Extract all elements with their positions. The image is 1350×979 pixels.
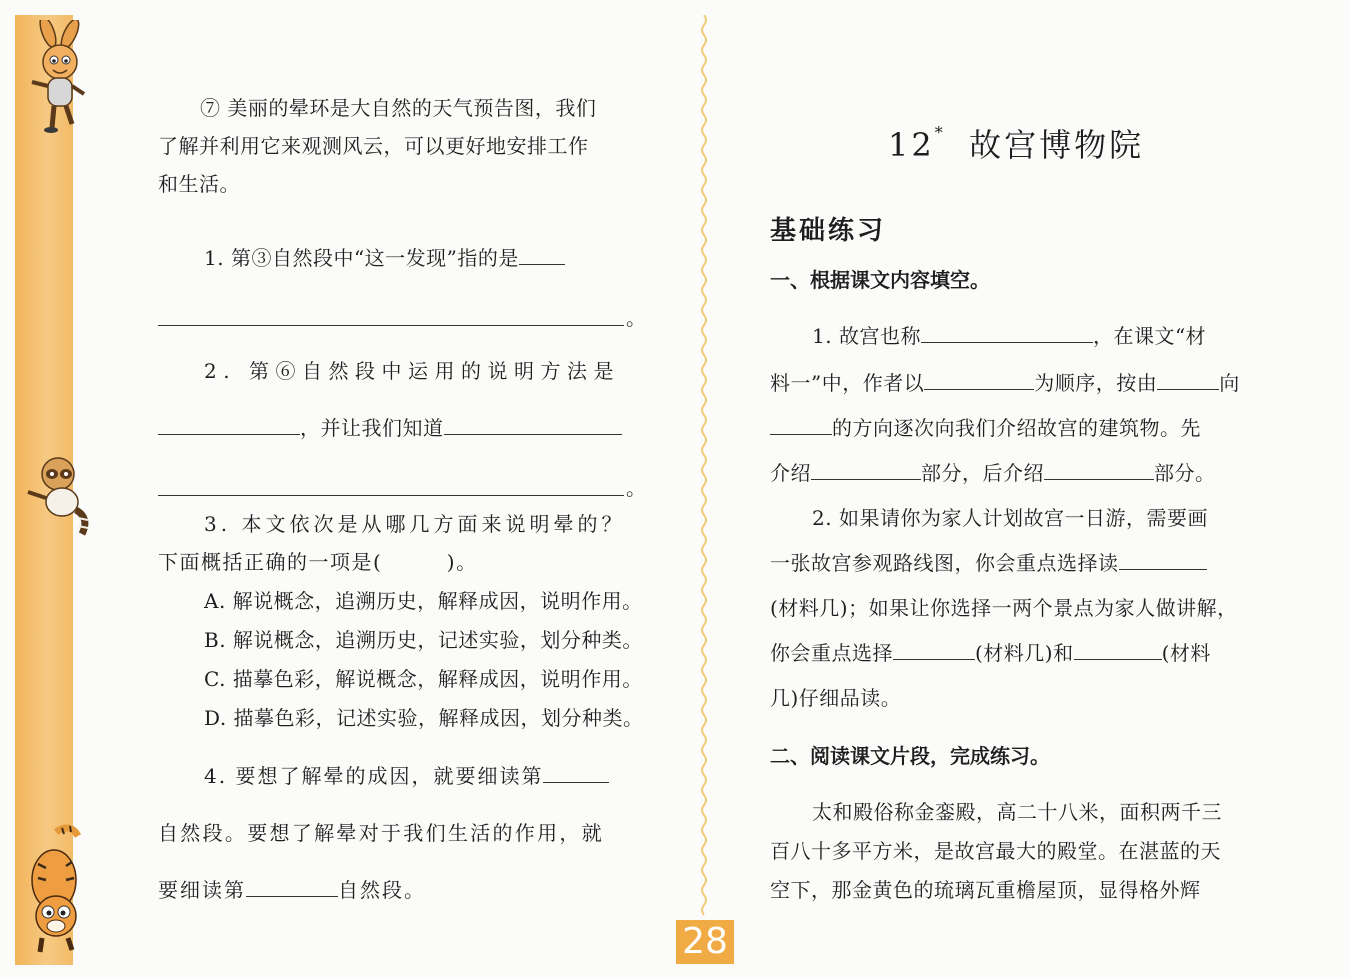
question-2-line2 [158,412,622,441]
r-q1-f: 的方向逐次向我们介绍故宫的建筑物。先 [832,416,1201,440]
answer-blank[interactable] [770,416,832,435]
question-1-text: 1. 第③自然段中“这一发现”指的是 [204,246,519,270]
option-a[interactable]: A. 解说概念，追溯历史，解释成因，说明作用。 [204,589,643,613]
question-4-line1 [204,760,609,789]
question-3-line1: 3. 本文依次是从哪几方面来说明晕的？ [204,512,626,536]
page-fold-divider [698,15,710,920]
option-d[interactable]: D. 描摹色彩，记述实验，解释成因，划分种类。 [204,706,644,730]
r-q1-line2 [770,367,1240,396]
r-q2-line5: 几)仔细品读。 [770,686,902,710]
r-q2-f: (材料 [1161,641,1211,665]
page-number-badge: 28 [676,920,734,964]
question-2-mid: ，并让我们知道 [300,416,444,440]
answer-blank[interactable] [1074,641,1162,660]
raccoon-mascot-icon [18,452,93,542]
passage-line3: 空下，那金黄色的琉璃瓦重檐屋顶，显得格外辉 [770,878,1201,902]
answer-blank[interactable] [158,305,624,326]
r-q1-h: 部分，后介绍 [921,461,1044,485]
option-c[interactable]: C. 描摹色彩，解说概念，解释成因，说明作用。 [204,667,643,691]
answer-blank[interactable] [1044,461,1154,480]
tiger-mascot-icon [16,820,91,955]
question-4-line3b: 自然段。 [338,878,426,902]
r-q2-d: 你会重点选择 [770,641,893,665]
option-b[interactable]: B. 解说概念，追溯历史，记述实验，划分种类。 [204,628,643,652]
r-q1-line1 [812,320,1206,349]
r-q1-b: ，在课文“材 [1092,324,1207,348]
question-2: 2. 第⑥自然段中运用的说明方法是 [204,359,620,383]
question-1 [204,242,565,271]
r-q1-g: 介绍 [770,461,811,485]
lesson-title [888,120,1144,166]
question-2-end: 。 [626,476,647,500]
part-1-heading: 一、根据课文内容填空。 [770,268,990,292]
question-4-line2: 自然段。要想了解晕对于我们生活的作用，就 [158,821,604,845]
question-4-text: 4. 要想了解晕的成因，就要细读第 [204,764,544,788]
question-1-end: 。 [626,306,647,330]
lesson-star: * [934,123,943,142]
r-q1-line4 [770,457,1216,486]
rabbit-mascot-icon [18,20,93,135]
answer-blank[interactable] [246,878,338,897]
r-q2-line2 [770,547,1207,576]
part-2-heading: 二、阅读课文片段，完成练习。 [770,744,1050,768]
r-q2-line4 [770,637,1211,666]
answer-blank[interactable] [1157,371,1219,390]
answer-blank[interactable] [519,246,565,265]
answer-blank[interactable] [921,324,1093,343]
para7-line3: 和生活。 [158,172,240,196]
answer-blank[interactable] [811,461,921,480]
lesson-name: 故宫博物院 [969,126,1145,164]
answer-blank[interactable] [893,641,975,660]
para7-line1: ⑦ 美丽的晕环是大自然的天气预告图，我们 [200,96,597,120]
r-q1-e: 向 [1219,371,1240,395]
answer-blank[interactable] [444,416,622,435]
para7-line2: 了解并利用它来观测风云，可以更好地安排工作 [158,134,589,158]
question-3-line2: 下面概括正确的一项是( )。 [158,550,478,574]
r-q2-b: 一张故宫参观路线图，你会重点选择读 [770,551,1119,575]
answer-blank[interactable] [543,764,609,783]
r-q1-c: 料一”中，作者以 [770,371,925,395]
r-q2-e: (材料几)和 [975,641,1074,665]
r-q1-i: 部分。 [1154,461,1216,485]
answer-blank[interactable] [1119,551,1207,570]
question-4-line3a: 要细读第 [158,878,246,902]
passage-line2: 百八十多平方米，是故宫最大的殿堂。在湛蓝的天 [770,839,1221,863]
lesson-number: 12 [888,126,935,164]
passage-line1: 太和殿俗称金銮殿，高二十八米，面积两千三 [812,800,1222,824]
r-q1-a: 1. 故宫也称 [812,324,921,348]
r-q1-d: 为顺序，按由 [1034,371,1158,395]
section-heading: 基础练习 [770,216,887,246]
answer-blank[interactable] [158,475,624,496]
r-q2-line3: (材料几)；如果让你选择一两个景点为家人做讲解， [770,596,1238,620]
question-4-line3 [158,874,426,903]
answer-blank[interactable] [924,371,1034,390]
answer-blank[interactable] [158,416,300,435]
r-q1-line3 [770,412,1201,441]
r-q2-line1: 2. 如果请你为家人计划故宫一日游，需要画 [812,506,1208,530]
